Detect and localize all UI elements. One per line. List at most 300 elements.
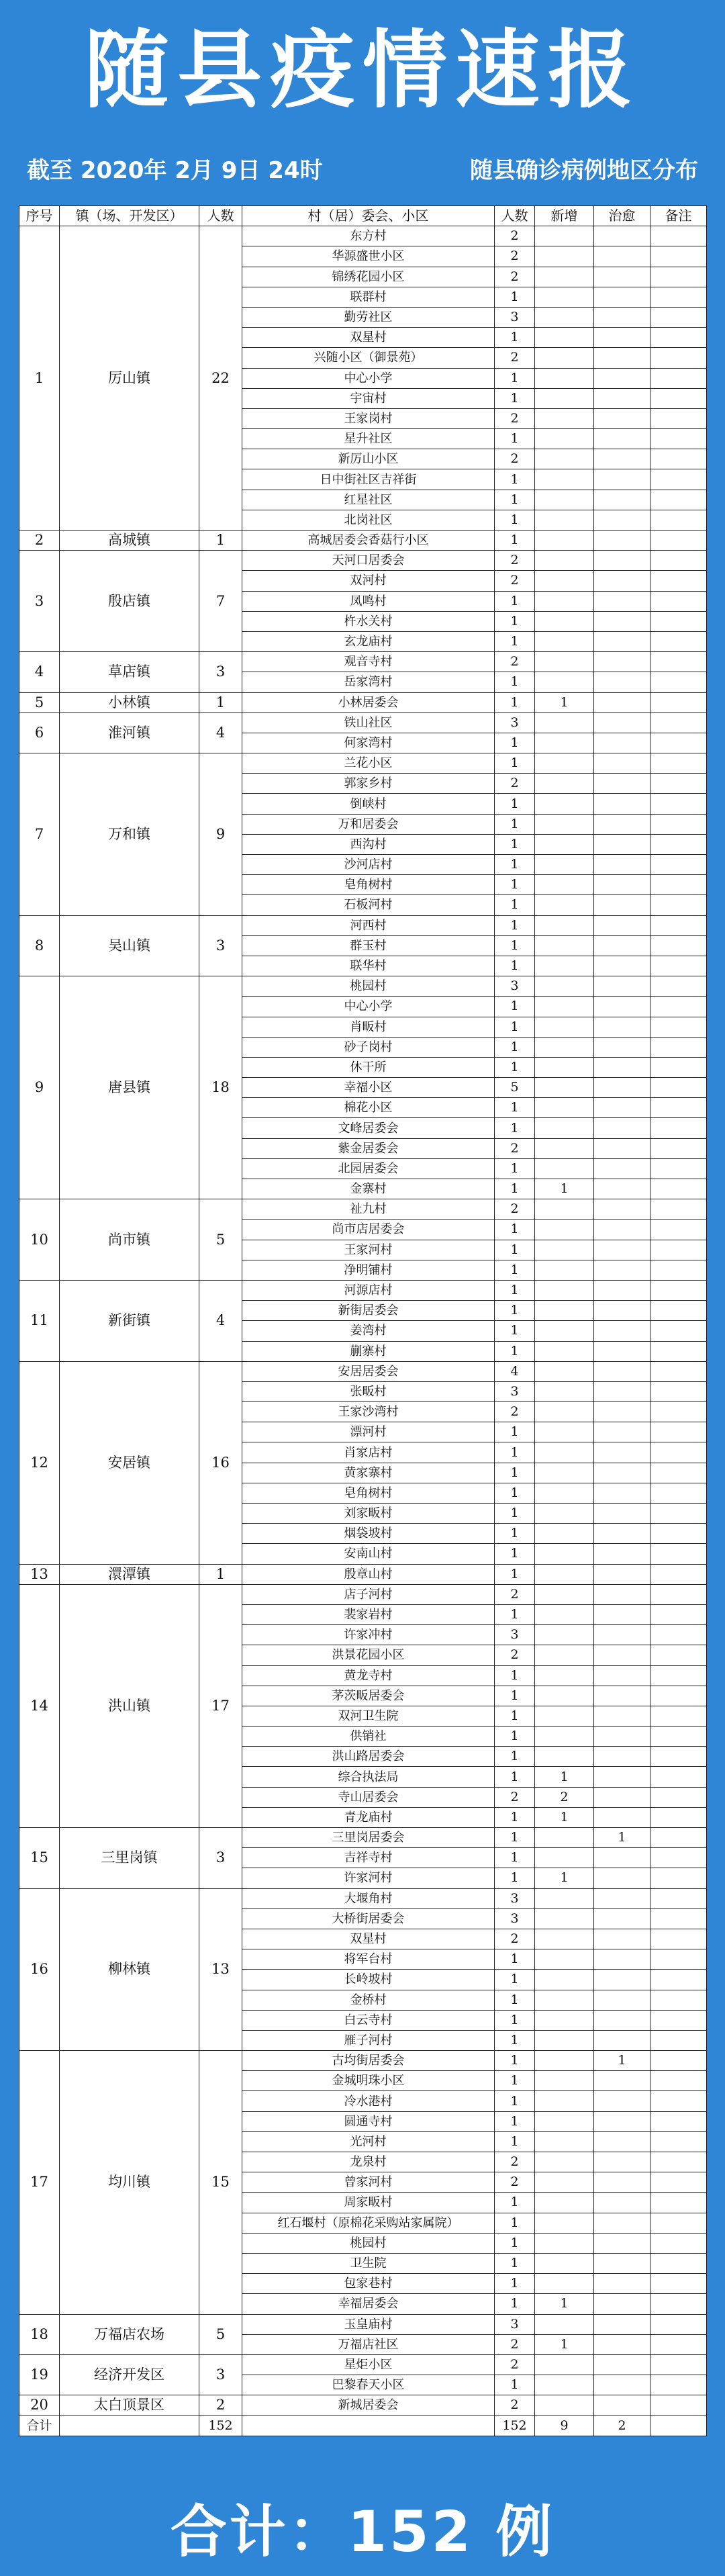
town-name-cell: 殷店镇 (60, 551, 199, 652)
new-cases-cell: 2 (535, 1787, 594, 1807)
cured-cell (594, 2294, 650, 2314)
new-cases-cell: 1 (535, 1767, 594, 1787)
cured-cell (594, 1868, 650, 1888)
village-name-cell: 小林居委会 (242, 692, 495, 712)
new-cases-cell (535, 1037, 594, 1057)
cured-cell (594, 1949, 650, 1970)
new-cases-cell (535, 1361, 594, 1381)
town-count-cell: 3 (199, 915, 242, 976)
village-name-cell: 雁子河村 (242, 2030, 495, 2050)
new-cases-cell (535, 1138, 594, 1158)
village-name-cell: 何家湾村 (242, 733, 495, 753)
new-cases-cell (535, 1706, 594, 1726)
village-count-cell: 1 (495, 1848, 535, 1868)
village-name-cell: 中心小学 (242, 997, 495, 1017)
new-cases-cell (535, 1402, 594, 1422)
total-new: 9 (535, 2416, 594, 2436)
new-cases-cell: 1 (535, 2294, 594, 2314)
remark-cell (650, 571, 707, 591)
village-name-cell: 洪山路居委会 (242, 1747, 495, 1767)
cured-cell (594, 1727, 650, 1747)
new-cases-cell (535, 1078, 594, 1098)
town-count-cell: 3 (199, 652, 242, 692)
village-count-cell: 1 (495, 2091, 535, 2111)
remark-cell (650, 1848, 707, 1868)
new-cases-cell (535, 591, 594, 611)
village-count-cell: 1 (495, 1301, 535, 1321)
village-name-cell: 铁山社区 (242, 712, 495, 733)
cured-cell (594, 2334, 650, 2354)
new-cases-cell (535, 1828, 594, 1848)
village-name-cell: 中心小学 (242, 368, 495, 388)
village-name-cell: 万福店社区 (242, 2334, 495, 2354)
cured-cell (594, 1767, 650, 1787)
village-name-cell: 桃园村 (242, 976, 495, 997)
new-cases-cell: 1 (535, 2334, 594, 2354)
village-name-cell: 净明铺村 (242, 1260, 495, 1280)
village-name-cell: 包家巷村 (242, 2274, 495, 2294)
village-name-cell: 王家岗村 (242, 408, 495, 428)
remark-cell (650, 1057, 707, 1077)
village-count-cell: 3 (495, 976, 535, 997)
remark-cell (650, 1990, 707, 2010)
village-count-cell: 1 (495, 733, 535, 753)
cured-cell (594, 2111, 650, 2131)
cured-cell (594, 429, 650, 449)
village-count-cell: 3 (495, 712, 535, 733)
town-number-cell: 20 (19, 2395, 60, 2416)
village-name-cell: 棉花小区 (242, 1098, 495, 1118)
cured-cell (594, 1179, 650, 1199)
village-name-cell: 黄龙寺村 (242, 1665, 495, 1686)
remark-cell (650, 2314, 707, 2334)
table-row (19, 1888, 707, 1908)
remark-cell (650, 1361, 707, 1381)
town-count-cell: 1 (199, 692, 242, 712)
village-name-cell: 周家畈村 (242, 2193, 495, 2213)
village-count-cell: 1 (495, 1544, 535, 1564)
new-cases-cell (535, 449, 594, 469)
table-row (19, 692, 707, 712)
new-cases-cell (535, 834, 594, 854)
village-name-cell: 白云寺村 (242, 2010, 495, 2030)
remark-cell (650, 1604, 707, 1624)
cured-cell (594, 531, 650, 551)
cured-cell (594, 388, 650, 408)
village-name-cell: 河西村 (242, 915, 495, 935)
cured-cell (594, 2152, 650, 2172)
cured-cell (594, 2172, 650, 2193)
new-cases-cell (535, 956, 594, 976)
village-name-cell: 店子河村 (242, 1584, 495, 1604)
village-count-cell: 1 (495, 1868, 535, 1888)
village-name-cell: 安居居委会 (242, 1361, 495, 1381)
village-count-cell: 1 (495, 2213, 535, 2233)
village-name-cell: 岳家湾村 (242, 672, 495, 692)
total-town-cell (60, 2416, 199, 2436)
new-cases-cell (535, 1625, 594, 1645)
new-cases-cell (535, 246, 594, 267)
village-count-cell: 1 (495, 591, 535, 611)
cured-cell (594, 1747, 650, 1767)
new-cases-cell (535, 652, 594, 672)
table-row (19, 1584, 707, 1604)
table-row (19, 226, 707, 246)
town-count-cell: 16 (199, 1361, 242, 1564)
cured-cell (594, 1361, 650, 1381)
village-name-cell: 红星社区 (242, 490, 495, 510)
village-count-cell: 2 (495, 2152, 535, 2172)
village-count-cell: 1 (495, 490, 535, 510)
cured-cell (594, 855, 650, 875)
cured-cell (594, 1381, 650, 1401)
cured-cell (594, 1442, 650, 1463)
village-count-cell: 1 (495, 2233, 535, 2253)
village-count-cell: 1 (495, 328, 535, 348)
new-cases-cell (535, 2314, 594, 2334)
cured-cell (594, 2274, 650, 2294)
table-body (19, 226, 707, 2416)
cured-cell (594, 915, 650, 935)
village-count-cell: 1 (495, 935, 535, 956)
cured-cell (594, 1504, 650, 1524)
village-count-cell: 2 (495, 2395, 535, 2416)
village-count-cell: 1 (495, 1341, 535, 1361)
town-name-cell: 三里岗镇 (60, 1828, 199, 1889)
new-cases-cell (535, 368, 594, 388)
village-count-cell: 1 (495, 1604, 535, 1624)
remark-cell (650, 1321, 707, 1341)
remark-cell (650, 1949, 707, 1970)
remark-cell (650, 551, 707, 571)
col-header-remark: 备注 (650, 206, 707, 226)
new-cases-cell (535, 1970, 594, 1990)
remark-cell (650, 1341, 707, 1361)
new-cases-cell (535, 1584, 594, 1604)
new-cases-cell (535, 469, 594, 490)
village-name-cell: 日中街社区吉祥街 (242, 469, 495, 490)
new-cases-cell (535, 2071, 594, 2091)
new-cases-cell (535, 1057, 594, 1077)
town-name-cell: 洪山镇 (60, 1584, 199, 1827)
village-count-cell: 1 (495, 2131, 535, 2152)
village-name-cell: 双河村 (242, 571, 495, 591)
village-count-cell: 1 (495, 1321, 535, 1341)
new-cases-cell (535, 1564, 594, 1584)
town-count-cell: 7 (199, 551, 242, 652)
cured-cell (594, 1078, 650, 1098)
col-header-village: 村（居）委会、小区 (242, 206, 495, 226)
village-count-cell: 2 (495, 1929, 535, 1949)
col-header-village-count: 人数 (495, 206, 535, 226)
cured-cell (594, 1807, 650, 1827)
new-cases-cell (535, 733, 594, 753)
remark-cell (650, 1220, 707, 1240)
new-cases-cell (535, 1118, 594, 1138)
village-count-cell: 1 (495, 1158, 535, 1179)
cured-cell (594, 1625, 650, 1645)
cured-cell (594, 1584, 650, 1604)
total-summary: 合计：152 例 (170, 2499, 555, 2565)
village-count-cell: 1 (495, 631, 535, 651)
new-cases-cell (535, 531, 594, 551)
village-count-cell: 1 (495, 1118, 535, 1138)
village-name-cell: 沙河店村 (242, 855, 495, 875)
header (0, 0, 725, 201)
cured-cell (594, 2375, 650, 2395)
new-cases-cell (535, 814, 594, 834)
remark-cell (650, 287, 707, 307)
cured-cell (594, 2253, 650, 2273)
col-header-cured: 治愈 (594, 206, 650, 226)
new-cases-cell (535, 1260, 594, 1280)
col-header-new: 新增 (535, 206, 594, 226)
village-count-cell: 1 (495, 1747, 535, 1767)
village-count-cell: 3 (495, 1625, 535, 1645)
remark-cell (650, 1301, 707, 1321)
cured-cell (594, 1706, 650, 1726)
village-name-cell: 殷章山村 (242, 1564, 495, 1584)
village-count-cell: 2 (495, 348, 535, 368)
village-count-cell: 1 (495, 672, 535, 692)
remark-cell (650, 1504, 707, 1524)
village-count-cell: 4 (495, 1361, 535, 1381)
new-cases-cell (535, 2051, 594, 2071)
new-cases-cell (535, 1908, 594, 1929)
new-cases-cell (535, 915, 594, 935)
village-count-cell: 1 (495, 1706, 535, 1726)
cured-cell (594, 267, 650, 287)
new-cases-cell (535, 1747, 594, 1767)
village-name-cell: 洪景花园小区 (242, 1645, 495, 1665)
cured-cell (594, 1483, 650, 1503)
cured-cell (594, 1301, 650, 1321)
cured-cell (594, 510, 650, 530)
village-name-cell: 大堰角村 (242, 1888, 495, 1908)
village-name-cell: 安南山村 (242, 1544, 495, 1564)
cured-cell (594, 2354, 650, 2375)
town-number-cell: 10 (19, 1199, 60, 1281)
remark-cell (650, 1727, 707, 1747)
cured-cell (594, 1118, 650, 1138)
new-cases-cell (535, 1544, 594, 1564)
table-row (19, 1199, 707, 1220)
remark-cell (650, 712, 707, 733)
village-count-cell: 1 (495, 2051, 535, 2071)
new-cases-cell (535, 2213, 594, 2233)
village-count-cell: 2 (495, 267, 535, 287)
village-name-cell: 郭家乡村 (242, 774, 495, 794)
village-name-cell: 综合执法局 (242, 1767, 495, 1787)
village-count-cell: 1 (495, 2274, 535, 2294)
new-cases-cell (535, 774, 594, 794)
remark-cell (650, 1442, 707, 1463)
village-count-cell: 3 (495, 1908, 535, 1929)
town-number-cell: 9 (19, 976, 60, 1199)
village-count-cell: 1 (495, 1990, 535, 2010)
village-count-cell: 1 (495, 1807, 535, 1827)
town-name-cell: 安居镇 (60, 1361, 199, 1564)
new-cases-cell (535, 2030, 594, 2050)
village-count-cell: 1 (495, 1463, 535, 1483)
village-name-cell: 新街居委会 (242, 1301, 495, 1321)
cured-cell (594, 1402, 650, 1422)
town-count-cell: 9 (199, 753, 242, 916)
remark-cell (650, 531, 707, 551)
remark-cell (650, 1807, 707, 1827)
cured-cell (594, 226, 650, 246)
cured-cell (594, 1260, 650, 1280)
village-name-cell: 新厉山小区 (242, 449, 495, 469)
village-name-cell: 北岗社区 (242, 510, 495, 530)
new-cases-cell (535, 307, 594, 327)
remark-cell (650, 611, 707, 631)
cured-cell (594, 2091, 650, 2111)
town-number-cell: 8 (19, 915, 60, 976)
town-number-cell: 6 (19, 712, 60, 753)
village-name-cell: 龙泉村 (242, 2152, 495, 2172)
cured-cell (594, 652, 650, 672)
village-name-cell: 冷水港村 (242, 2091, 495, 2111)
cured-cell (594, 1524, 650, 1544)
cured-cell (594, 834, 650, 854)
remark-cell (650, 1158, 707, 1179)
village-count-cell: 1 (495, 388, 535, 408)
village-name-cell: 西沟村 (242, 834, 495, 854)
village-count-cell: 1 (495, 956, 535, 976)
cured-cell (594, 2213, 650, 2233)
remark-cell (650, 915, 707, 935)
village-name-cell: 星炬小区 (242, 2354, 495, 2375)
remark-cell (650, 733, 707, 753)
subtitle-bar (27, 156, 698, 185)
table-row (19, 531, 707, 551)
new-cases-cell (535, 2395, 594, 2416)
village-count-cell: 1 (495, 1970, 535, 1990)
remark-cell (650, 1564, 707, 1584)
cured-cell (594, 1564, 650, 1584)
village-name-cell: 王家沙湾村 (242, 1402, 495, 1422)
remark-cell (650, 1665, 707, 1686)
village-name-cell: 天河口居委会 (242, 551, 495, 571)
remark-cell (650, 1098, 707, 1118)
village-count-cell: 1 (495, 2253, 535, 2273)
new-cases-cell (535, 2091, 594, 2111)
remark-cell (650, 348, 707, 368)
town-name-cell: 高城镇 (60, 531, 199, 551)
table-total-row (19, 2416, 707, 2436)
village-name-cell: 玉皇庙村 (242, 2314, 495, 2334)
new-cases-cell (535, 1199, 594, 1220)
cured-cell (594, 814, 650, 834)
cured-cell (594, 469, 650, 490)
remark-cell (650, 875, 707, 895)
village-name-cell: 凤鸣村 (242, 591, 495, 611)
remark-cell (650, 2051, 707, 2071)
remark-cell (650, 1828, 707, 1848)
table-row (19, 1280, 707, 1300)
new-cases-cell (535, 328, 594, 348)
cured-cell (594, 1970, 650, 1990)
cured-cell (594, 328, 650, 348)
village-count-cell: 2 (495, 226, 535, 246)
remark-cell (650, 328, 707, 348)
total-village-count: 152 (495, 2416, 535, 2436)
village-count-cell: 1 (495, 1564, 535, 1584)
cured-cell (594, 956, 650, 976)
remark-cell (650, 834, 707, 854)
new-cases-cell (535, 287, 594, 307)
village-name-cell: 吉祥寺村 (242, 1848, 495, 1868)
new-cases-cell (535, 2375, 594, 2395)
remark-cell (650, 2172, 707, 2193)
town-number-cell: 18 (19, 2314, 60, 2354)
remark-cell (650, 307, 707, 327)
village-name-cell: 巴黎春天小区 (242, 2375, 495, 2395)
town-number-cell: 4 (19, 652, 60, 692)
cured-cell (594, 2131, 650, 2152)
village-name-cell: 兴随小区（御景苑） (242, 348, 495, 368)
village-name-cell: 群玉村 (242, 935, 495, 956)
village-count-cell: 1 (495, 895, 535, 915)
cured-cell (594, 287, 650, 307)
town-name-cell: 万福店农场 (60, 2314, 199, 2354)
table-row (19, 753, 707, 774)
new-cases-cell (535, 571, 594, 591)
town-count-cell: 3 (199, 1828, 242, 1889)
new-cases-cell (535, 2253, 594, 2273)
cured-cell (594, 2233, 650, 2253)
new-cases-cell (535, 1280, 594, 1300)
town-number-cell: 11 (19, 1280, 60, 1361)
new-cases-cell (535, 510, 594, 530)
village-name-cell: 砂子岗村 (242, 1037, 495, 1057)
village-count-cell: 2 (495, 449, 535, 469)
new-cases-cell (535, 1483, 594, 1503)
cured-cell (594, 571, 650, 591)
village-count-cell: 1 (495, 1240, 535, 1260)
cured-cell (594, 733, 650, 753)
new-cases-cell (535, 2131, 594, 2152)
remark-cell (650, 1706, 707, 1726)
village-name-cell: 华源盛世小区 (242, 246, 495, 267)
remark-cell (650, 1625, 707, 1645)
village-count-cell: 1 (495, 1260, 535, 1280)
village-count-cell: 1 (495, 1504, 535, 1524)
new-cases-cell (535, 1990, 594, 2010)
remark-cell (650, 1037, 707, 1057)
table-row (19, 976, 707, 997)
cured-cell (594, 1199, 650, 1220)
new-cases-cell (535, 1158, 594, 1179)
remark-cell (650, 388, 707, 408)
village-count-cell: 1 (495, 510, 535, 530)
remark-cell (650, 267, 707, 287)
cured-cell (594, 1645, 650, 1665)
new-cases-cell: 1 (535, 1179, 594, 1199)
remark-cell (650, 2375, 707, 2395)
new-cases-cell (535, 1463, 594, 1483)
village-count-cell: 1 (495, 611, 535, 631)
village-count-cell: 1 (495, 1017, 535, 1037)
village-name-cell: 尚市店居委会 (242, 1220, 495, 1240)
new-cases-cell (535, 2274, 594, 2294)
new-cases-cell (535, 1240, 594, 1260)
total-cured: 2 (594, 2416, 650, 2436)
remark-cell (650, 2334, 707, 2354)
town-name-cell: 小林镇 (60, 692, 199, 712)
cured-cell (594, 408, 650, 428)
